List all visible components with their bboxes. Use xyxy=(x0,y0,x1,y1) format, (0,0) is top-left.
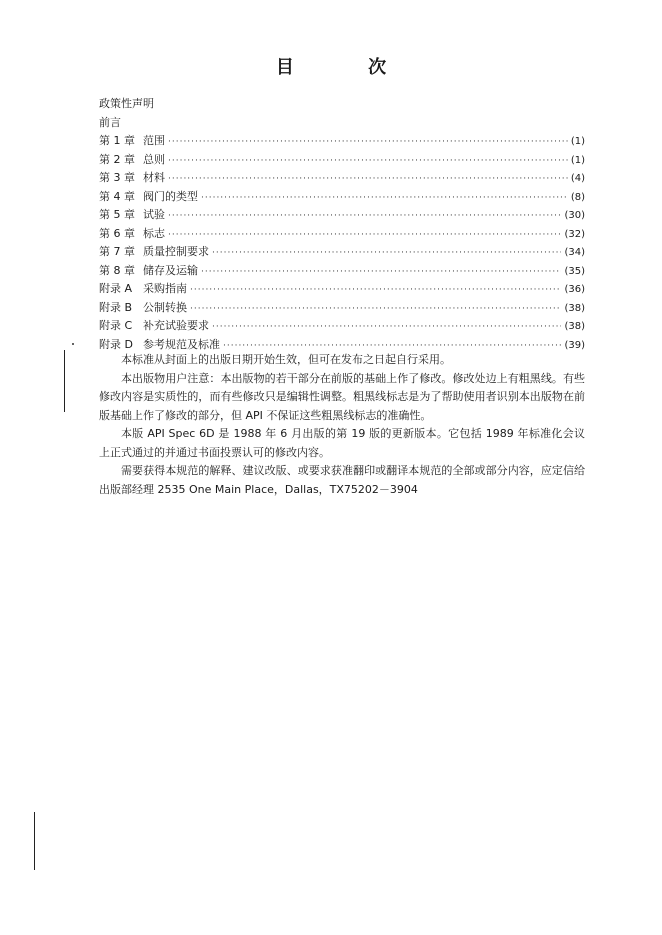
toc-entry-title: 试验 xyxy=(143,208,165,221)
toc-entry-number: 第 1 章 xyxy=(99,134,135,147)
toc-entry-page: (38) xyxy=(564,302,585,314)
toc-item-foreword[interactable]: 前言 xyxy=(99,115,121,129)
toc-entry[interactable] xyxy=(99,225,585,244)
revision-change-bar xyxy=(34,812,35,870)
toc-entry[interactable] xyxy=(99,151,585,170)
toc-entry[interactable] xyxy=(99,243,585,262)
toc-entry-number: 第 3 章 xyxy=(99,171,135,184)
toc-dot-leader xyxy=(168,152,568,171)
toc-entry-number: 附录 A xyxy=(99,282,133,295)
toc-entry-page: (4) xyxy=(570,173,585,184)
toc-entry-page: (8) xyxy=(570,191,585,203)
toc-entry[interactable] xyxy=(99,299,585,318)
toc-entry-number: 第 6 章 xyxy=(99,226,135,240)
toc-dot-leader xyxy=(212,318,561,337)
toc-entry-page: (35) xyxy=(564,265,585,277)
toc-item-policy-statement[interactable]: 政策性声明 xyxy=(99,97,154,110)
toc-entry-title: 参考规范及标准 xyxy=(143,337,220,351)
toc-entry-title: 质量控制要求 xyxy=(143,245,209,258)
toc-entry-title: 储存及运输 xyxy=(143,263,198,277)
revision-notice-paragraph: 本出版物用户注意：本出版物的若干部分在前版的基础上作了修改。修改处边上有粗黑线。有些修改内容是实质性的，而有些修改只是编辑性调整。粗黑线标志是为了帮助使用者识别本出版物在前版基础上作了修改的部分，但 API 不保证这些粗黑线标志的准确性。 xyxy=(99,371,585,422)
toc-entry-title: 总则 xyxy=(143,152,165,166)
toc-entry[interactable] xyxy=(99,169,585,188)
toc-entry-title: 阀门的类型 xyxy=(143,189,198,203)
toc-entry-page: (38) xyxy=(564,321,585,332)
toc-dot-leader xyxy=(201,263,561,282)
toc-entry-page: (32) xyxy=(564,228,585,240)
toc-entry-page: (34) xyxy=(564,247,585,258)
margin-mark xyxy=(72,343,74,345)
toc-dot-leader xyxy=(201,189,568,208)
toc-entry-page: (39) xyxy=(564,339,585,351)
toc-entry[interactable] xyxy=(99,317,585,336)
toc-dot-leader xyxy=(168,133,568,152)
toc-dot-leader xyxy=(168,170,568,189)
toc-entry[interactable] xyxy=(99,280,585,299)
toc-entry-page: (1) xyxy=(570,136,585,147)
toc-entry-title: 公制转换 xyxy=(143,300,187,314)
toc-dot-leader xyxy=(212,244,561,263)
toc-entry[interactable] xyxy=(99,262,585,281)
toc-entry-number: 附录 D xyxy=(99,337,133,351)
toc-dot-leader xyxy=(190,300,561,319)
toc-entry-number: 第 4 章 xyxy=(99,189,135,203)
toc-entry-title: 范围 xyxy=(143,134,165,147)
toc-dot-leader xyxy=(190,281,561,300)
revision-change-bar xyxy=(64,350,65,412)
toc-entry-title: 材料 xyxy=(143,171,165,184)
toc-entry-page: (36) xyxy=(564,284,585,295)
toc-entry-number: 第 5 章 xyxy=(99,208,135,221)
toc-entry-number: 附录 C xyxy=(99,319,133,332)
toc-entry[interactable] xyxy=(99,206,585,225)
contact-paragraph: 需要获得本规范的解释、建议改版、或要求获准翻印或翻译本规范的全部或部分内容，应定信给出版部经理 2535 One Main Place，Dallas，TX75202－3904 xyxy=(99,464,585,496)
edition-history-paragraph: 本版 API Spec 6D 是 1988 年 6 月出版的第 19 版的更新版本。它包括 1989 年标准化会议上正式通过的并通过书面投票认可的修改内容。 xyxy=(99,427,585,459)
toc-entry-number: 附录 B xyxy=(99,300,133,314)
toc-entry[interactable] xyxy=(99,188,585,207)
toc-entry-page: (30) xyxy=(564,210,585,221)
toc-dot-leader xyxy=(168,207,561,226)
toc-dot-leader xyxy=(168,226,561,245)
table-of-contents xyxy=(99,95,585,354)
toc-entry-number: 第 2 章 xyxy=(99,152,135,166)
effective-date-paragraph: 本标准从封面上的出版日期开始生效，但可在发布之日起自行采用。 xyxy=(121,353,451,366)
toc-entry[interactable] xyxy=(99,132,585,151)
toc-entry-title: 补充试验要求 xyxy=(143,319,209,332)
toc-entry-title: 标志 xyxy=(143,226,165,240)
toc-entry-number: 第 7 章 xyxy=(99,245,135,258)
toc-entry-title: 采购指南 xyxy=(143,282,187,295)
page-title: 目 次 xyxy=(275,57,421,78)
toc-entry-page: (1) xyxy=(570,154,585,166)
toc-entry-number: 第 8 章 xyxy=(99,263,135,277)
body-text xyxy=(99,351,585,499)
